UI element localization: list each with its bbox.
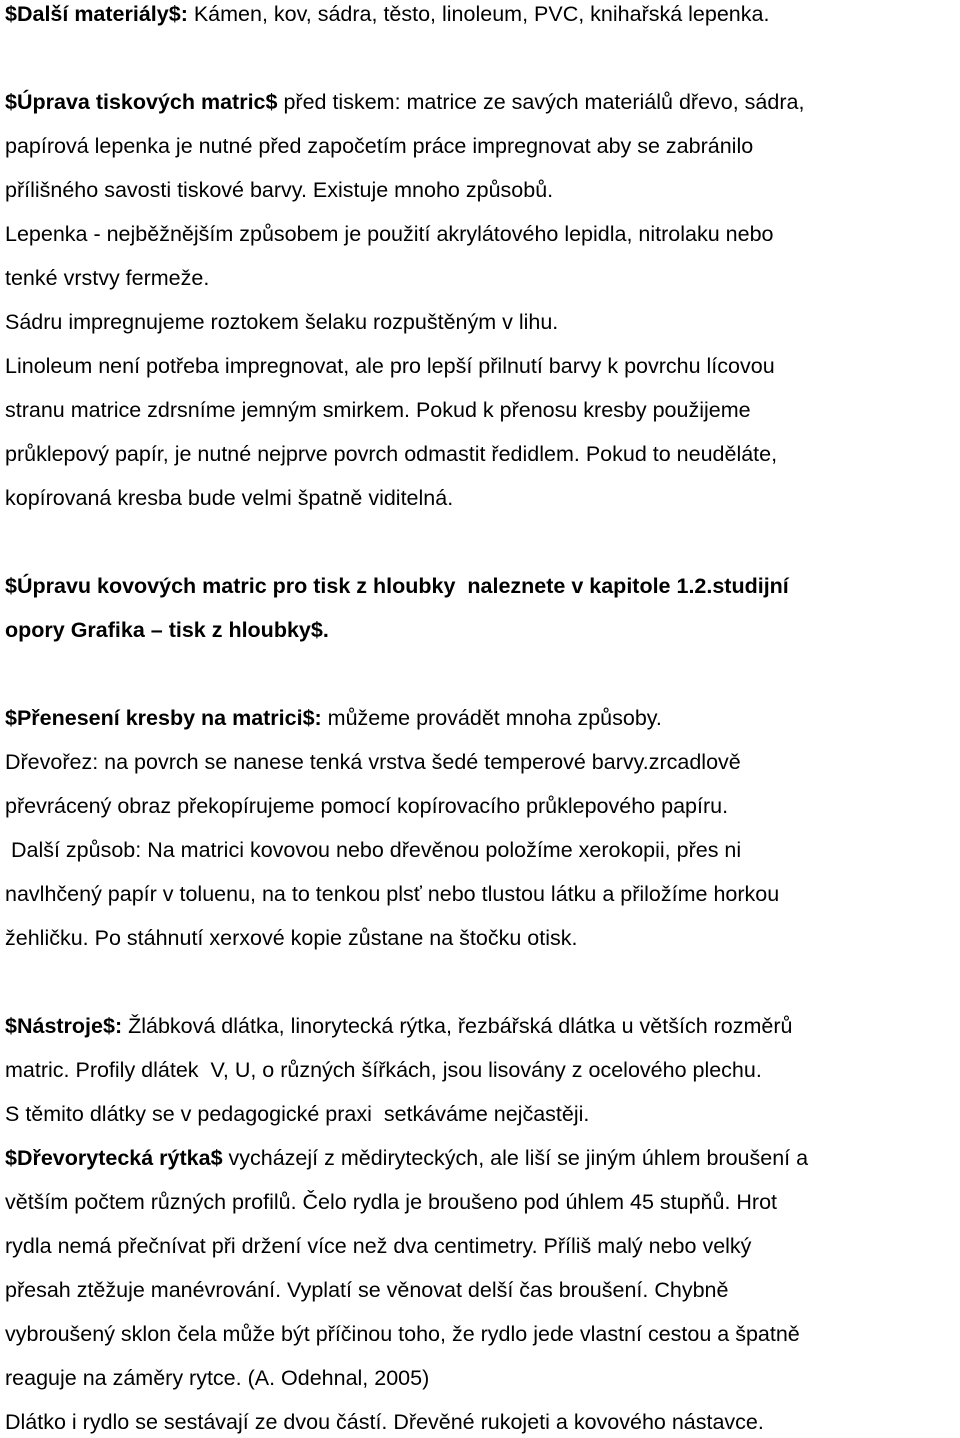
body-text: Linoleum není potřeba impregnovat, ale pro lepší přilnutí barvy k povrchu lícovou (5, 354, 775, 378)
body-text: převrácený obraz překopírujeme pomocí kopírovacího průklepového papíru. (5, 794, 729, 818)
text-line (5, 0, 769, 28)
text-line (5, 264, 209, 292)
body-text: stranu matrice zdrsníme jemným smirkem. Pokud k přenosu kresby použijeme (5, 398, 751, 422)
bold-heading-text: opory Grafika – tisk z hloubky$. (5, 618, 329, 642)
text-line (5, 1364, 429, 1392)
body-text: přílišného savosti tiskové barvy. Existuje mnoho způsobů. (5, 178, 554, 202)
text-line (5, 1056, 762, 1084)
bold-heading-text: $Úpravu kovových matric pro tisk z hloubky naleznete v kapitole 1.2.studijní (5, 574, 789, 598)
text-line (5, 176, 553, 204)
body-text: před tiskem: matrice ze savých materiálů dřevo, sádra, (277, 90, 805, 114)
text-line (5, 440, 777, 468)
body-text: Dlátko i rydlo se sestávají ze dvou částí. Dřevěné rukojeti a kovového nástavce. (5, 1410, 764, 1434)
body-text: Sádru impregnujeme roztokem šelaku rozpuštěným v lihu. (5, 310, 559, 334)
text-line (5, 352, 775, 380)
body-text: vybroušený sklon čela může být příčinou toho, že rydlo jede vlastní cestou a špatně (5, 1322, 800, 1346)
body-text: můžeme provádět mnoha způsoby. (321, 706, 662, 730)
text-line (5, 1276, 728, 1304)
text-line (5, 1232, 751, 1260)
text-line (5, 88, 804, 116)
text-line (5, 836, 741, 864)
text-line (5, 924, 577, 952)
text-line (5, 1320, 800, 1348)
bold-heading-text: $Přenesení kresby na matrici$: (5, 706, 322, 730)
body-text: reaguje na záměry rytce. (A. Odehnal, 2005) (5, 1366, 430, 1390)
text-line (5, 792, 728, 820)
text-line (5, 572, 789, 600)
body-text: žehličku. Po stáhnutí xerxové kopie zůstane na štočku otisk. (5, 926, 578, 950)
text-line (5, 308, 558, 336)
text-line (5, 1408, 764, 1436)
body-text: navlhčený papír v toluenu, na to tenkou plsť nebo tlustou látku a přiložíme horkou (5, 882, 780, 906)
text-line (5, 880, 779, 908)
body-text: Další způsob: Na matrici kovovou nebo dřevěnou položíme xerokopii, přes ni (5, 838, 742, 862)
body-text: Lepenka - nejběžnějším způsobem je použití akrylátového lepidla, nitrolaku nebo (5, 222, 774, 246)
body-text: vycházejí z mědiryteckých, ale liší se jiným úhlem broušení a (222, 1146, 809, 1170)
text-line (5, 396, 751, 424)
text-line (5, 220, 774, 248)
bold-heading-text: $Nástroje$: (5, 1014, 123, 1038)
text-line (5, 1100, 589, 1128)
body-text: Dřevořez: na povrch se nanese tenká vrstva šedé temperové barvy.zrcadlově (5, 750, 741, 774)
text-line (5, 132, 753, 160)
body-text: rydla nemá přečnívat při držení více než dva centimetry. Příliš malý nebo velký (5, 1234, 752, 1258)
body-text: kopírovaná kresba bude velmi špatně viditelná. (5, 486, 454, 510)
body-text: Kámen, kov, sádra, těsto, linoleum, PVC, knihařská lepenka. (187, 2, 770, 26)
body-text: přesah ztěžuje manévrování. Vyplatí se věnovat delší čas broušení. Chybně (5, 1278, 729, 1302)
text-line (5, 616, 329, 644)
text-line (5, 704, 662, 732)
bold-heading-text: $Dřevorytecká rýtka$ (5, 1146, 223, 1170)
body-text: větším počtem různých profilů. Čelo rydla je broušeno pod úhlem 45 stupňů. Hrot (5, 1190, 778, 1214)
text-line (5, 1012, 792, 1040)
bold-heading-text: $Úprava tiskových matric$ (5, 90, 278, 114)
text-line (5, 1144, 808, 1172)
text-line (5, 748, 741, 776)
body-text: tenké vrstvy fermeže. (5, 266, 210, 290)
body-text: průklepový papír, je nutné nejprve povrch odmastit ředidlem. Pokud to neuděláte, (5, 442, 778, 466)
body-text: S těmito dlátky se v pedagogické praxi setkáváme nejčastěji. (5, 1102, 590, 1126)
body-text: Žlábková dlátka, linorytecká rýtka, řezbářská dlátka u větších rozměrů (122, 1014, 793, 1038)
text-line (5, 484, 453, 512)
body-text: papírová lepenka je nutné před započetím práce impregnovat aby se zabránilo (5, 134, 754, 158)
text-line (5, 1188, 777, 1216)
body-text: matric. Profily dlátek V, U, o různých šířkách, jsou lisovány z ocelového plechu. (5, 1058, 762, 1082)
bold-heading-text: $Další materiály$: (5, 2, 188, 26)
